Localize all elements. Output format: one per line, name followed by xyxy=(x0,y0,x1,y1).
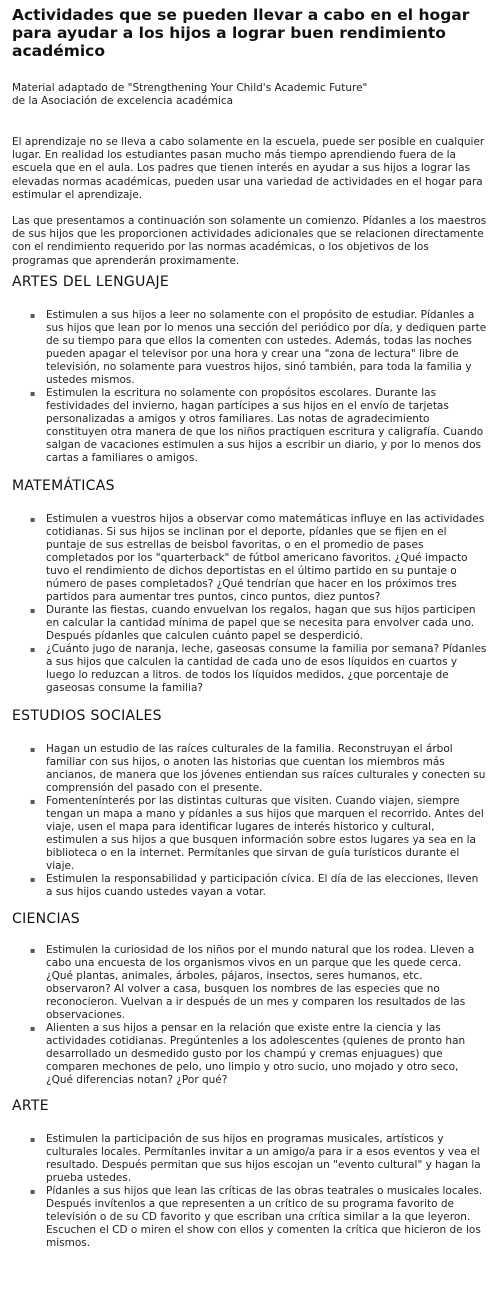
bullet-icon: ▪ xyxy=(30,945,36,955)
list-item xyxy=(12,643,488,695)
section-heading: ESTUDIOS SOCIALES xyxy=(12,707,162,724)
list-item-text: Estimulen la curiosidad de los niños por el mundo natural que los rodea. Lleven a cabo una encuesta de los organismos vivos en un parque que les quede cerca. ¿Qué plantas, animales, árboles, pájaros, insectos, seres humanos, etc. observaron? Al volver a casa, busquen los nombres de las especies que no reconocieron. Vuelvan a ir después de un mes y comparen los resultados de las observaciones. xyxy=(46,943,475,1021)
section-arte xyxy=(12,1098,488,1250)
intro-paragraph: El aprendizaje no se lleva a cabo solamente en la escuela, puede ser posible en cualquier lugar. En realidad los estudiantes pasan mucho más tiempo aprendiendo fuera de la escuela que en el aula. Los padres que tienen interés en ayudar a sus hijos a lograr las elevadas normas académicas, pueden usar una variedad de actividades en el hogar para estimular el aprendizaje. xyxy=(12,136,485,201)
list-item-text: ¿Cuánto jugo de naranja, leche, gaseosas consume la familia por semana? Pídanles a sus hijos que calculen la cantidad de cada uno de esos líquidos en cuartos y luego lo reduzcan a litros. de todos los líquidos medidos, ¿que porcentaje de gaseosas consume la familia? xyxy=(46,642,487,694)
bullet-list xyxy=(12,944,488,1087)
bullet-icon: ▪ xyxy=(30,1023,36,1033)
list-item-text: Alienten a sus hijos a pensar en la relación que existe entre la ciencia y las actividades cotidianas. Pregúntenles a los adolescentes (quienes de pronto han desarrollado un desmedido gusto por los champú y cremas enjuagues) que comparen mechones de pelo, uno limpio y otro sucio, uno mojado y otro seco, ¿Qué diferencias notan? ¿Por qué? xyxy=(46,1021,466,1086)
list-item xyxy=(12,743,488,795)
bullet-icon: ▪ xyxy=(30,1186,36,1196)
source-note xyxy=(12,82,488,108)
list-item-text: Estimulen la participación de sus hijos en programas musicales, artísticos y culturales locales. Permítanles invitar a un amigo/a para ir a esos eventos y vea el resultado. Después permitan que sus hijos escojan un "evento cultural" y hagan la prueba ustedes. xyxy=(46,1132,481,1184)
section-heading: ARTE xyxy=(12,1097,49,1114)
section-artes-del-lenguaje xyxy=(12,274,488,465)
list-item xyxy=(12,1022,488,1087)
section-heading: MATEMÁTICAS xyxy=(12,477,115,494)
list-item xyxy=(12,944,488,1022)
list-item-text: Pídanles a sus hijos que lean las críticas de las obras teatrales o musicales locales. Después invítenlos a que representen a un crítico de su programa favorito de televisión o de su CD favorito y que escriban una crítica similar a la que leyeron. Escuchen el CD o miren el show con ellos y comenten la crítica que hicieron de los mismos. xyxy=(46,1184,483,1249)
list-item xyxy=(12,795,488,873)
bullet-icon: ▪ xyxy=(30,605,36,615)
bullet-icon: ▪ xyxy=(30,874,36,884)
intro-paragraph: Las que presentamos a continuación son solamente un comienzo. Pídanles a los maestros de sus hijos que les proporcionen actividades adicionales que se relacionen directamente con el rendimiento requerido por las normas académicas, o los objetivos de los programas que aprenderán proximamente. xyxy=(12,215,487,267)
section-heading: CIENCIAS xyxy=(12,910,80,927)
bullet-icon: ▪ xyxy=(30,796,36,806)
bullet-icon: ▪ xyxy=(30,644,36,654)
bullet-list xyxy=(12,743,488,899)
list-item xyxy=(12,1185,488,1250)
list-item-text: Estimulen la responsabilidad y participación cívica. El día de las elecciones, lleven a sus hijos cuando ustedes vayan a votar. xyxy=(46,872,479,898)
bullet-list xyxy=(12,1133,488,1250)
list-item xyxy=(12,604,488,643)
list-item-text: Fomentenínterés por las distintas culturas que visiten. Cuando viajen, siempre tengan un mapa a mano y pídanles a sus hijos que marquen el recorrido. Antes del viaje, usen el mapa para identificar lugares de interés historico y cultural, estimulen a sus hijos a que busquen información sobre estos lugares ya sea en la biblioteca o en la internet. Permítanles que sirvan de guía turísticos durante el viaje. xyxy=(46,794,484,872)
section-estudios-sociales xyxy=(12,708,488,899)
list-item-text: Hagan un estudio de las raíces culturales de la familia. Reconstruyan el árbol familiar con sus hijos, o anoten las historias que cuentan los miembros más ancianos, de manera que los jóvenes entiendan sus raíces culturales y conecten su comprensión del pasado con el presente. xyxy=(46,742,486,794)
list-item xyxy=(12,873,488,899)
bullet-list xyxy=(12,309,488,465)
bullet-list xyxy=(12,513,488,695)
list-item-text: Estimulen a vuestros hijos a observar como matemáticas influye en las actividades cotidianas. Si sus hijos se inclinan por el deporte, pídanles que se fijen en el puntaje de sus estrellas de beisbol favoritas, o en el promedio de pases completados por los "quarterback" de fútbol americano favoritos. ¿Qué impacto tuvo el rendimiento de dichos deportistas en el último partido en su puntaje o número de pases completados? ¿Qué tendrían que hacer en los próximos tres partidos para aumentar tres puntos, cinco puntos, diez puntos? xyxy=(46,512,485,603)
list-item-text: Estimulen la escritura no solamente con propósitos escolares. Durante las festividades del invierno, hagan partícipes a sus hijos en el envío de tarjetas personalizadas a amigos y otros familiares. Las notas de agradecimiento constituyen otra manera de que los niños practiquen escritura y caligrafía. Cuando salgan de vacaciones estimulen a sus hijos a escribir un diario, y por lo menos dos cartas a familiares o amigos. xyxy=(46,386,484,464)
source-line: de la Asociación de excelencia académica xyxy=(12,95,234,107)
bullet-icon: ▪ xyxy=(30,514,36,524)
list-item xyxy=(12,1133,488,1185)
bullet-icon: ▪ xyxy=(30,744,36,754)
intro xyxy=(12,136,488,268)
source-line: Material adaptado de "Strengthening Your Child's Academic Future" xyxy=(12,82,368,94)
list-item-text: Estimulen a sus hijos a leer no solamente con el propósito de estudiar. Pídanles a sus hijos que lean por lo menos una sección del periódico por día, y dediquen parte de su tiempo para que ellos la comenten con ustedes. Además, todas las noches pueden apagar el televisor por una hora y crear una "zona de lectura" libre de televisión, no solamente para vuestros hijos, sinó también, para toda la familia y ustedes mismos. xyxy=(46,308,487,386)
list-item xyxy=(12,513,488,604)
section-ciencias xyxy=(12,911,488,1087)
section-matematicas xyxy=(12,478,488,695)
list-item xyxy=(12,309,488,387)
list-item xyxy=(12,387,488,465)
list-item-text: Durante las fiestas, cuando envuelvan los regalos, hagan que sus hijos participen en calcular la cantidad mínima de papel que se necesita para envolver cada uno. Después pídanles que calculen cuánto papel se desperdició. xyxy=(46,603,476,642)
bullet-icon: ▪ xyxy=(30,1134,36,1144)
page-title: Actividades que se pueden llevar a cabo en el hogar para ayudar a los hijos a lograr buen rendimiento académico xyxy=(12,6,470,60)
bullet-icon: ▪ xyxy=(30,310,36,320)
section-heading: ARTES DEL LENGUAJE xyxy=(12,273,170,290)
bullet-icon: ▪ xyxy=(30,388,36,398)
